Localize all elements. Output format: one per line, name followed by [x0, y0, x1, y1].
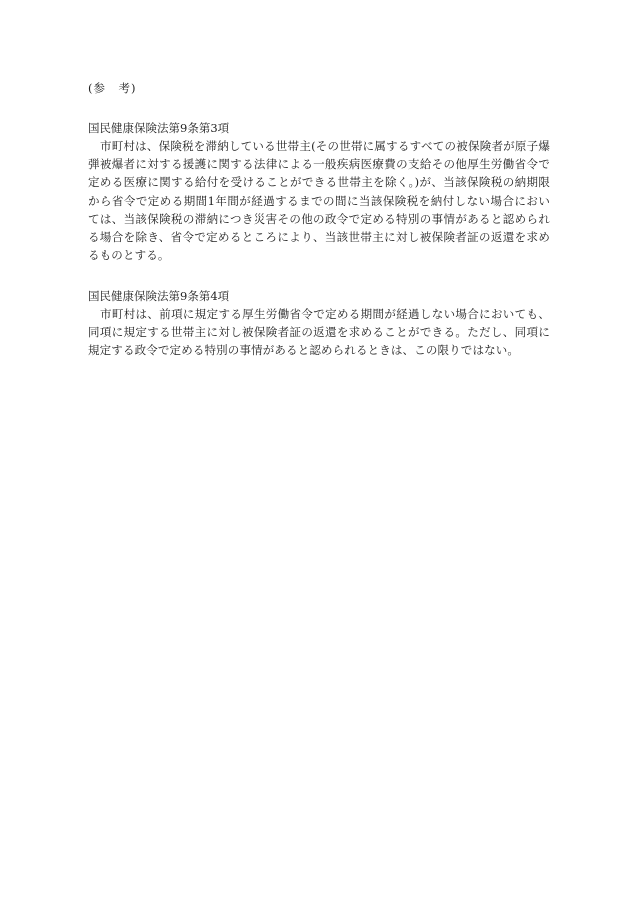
body-line: 市町村は、保険税を滞納している世帯主(その世帯に属するすべての被保険者が原子爆: [100, 139, 550, 153]
body-line: るものとする。: [88, 248, 170, 263]
law-section-article-9-paragraph-3: [88, 120, 550, 264]
law-section-article-9-paragraph-4: [88, 288, 550, 360]
reference-heading: (参 考): [88, 81, 137, 95]
section-body: [88, 137, 550, 264]
body-line: 市町村は、前項に規定する厚生労働省令で定める期間が経過しない場合においても、: [100, 307, 550, 321]
body-line: る場合を除き、省令で定めるところにより、当該世帯主に対し被保険者証の返還を求め: [88, 230, 550, 245]
body-line: 定める医療に関する給付を受けることができる世帯主を除く。)が、当該保険税の納期限: [88, 175, 550, 190]
body-line: から省令で定める期間1年間が経過するまでの間に当該保険税を納付しない場合におい: [88, 193, 550, 208]
section-title: 国民健康保険法第9条第4項: [88, 289, 230, 303]
body-line: ては、当該保険税の滞納につき災害その他の政令で定める特別の事情があると認められ: [88, 211, 550, 226]
body-line: 規定する政令で定める特別の事情があると認められるときは、この限りではない。: [88, 343, 520, 358]
section-body: [88, 305, 550, 360]
body-line: 弾被爆者に対する援護に関する法律による一般疾病医療費の支給その他厚生労働省令で: [88, 157, 550, 172]
section-title: 国民健康保険法第9条第3項: [88, 121, 230, 135]
body-line: 同項に規定する世帯主に対し被保険者証の返還を求めることができる。ただし、同項に: [88, 325, 550, 340]
